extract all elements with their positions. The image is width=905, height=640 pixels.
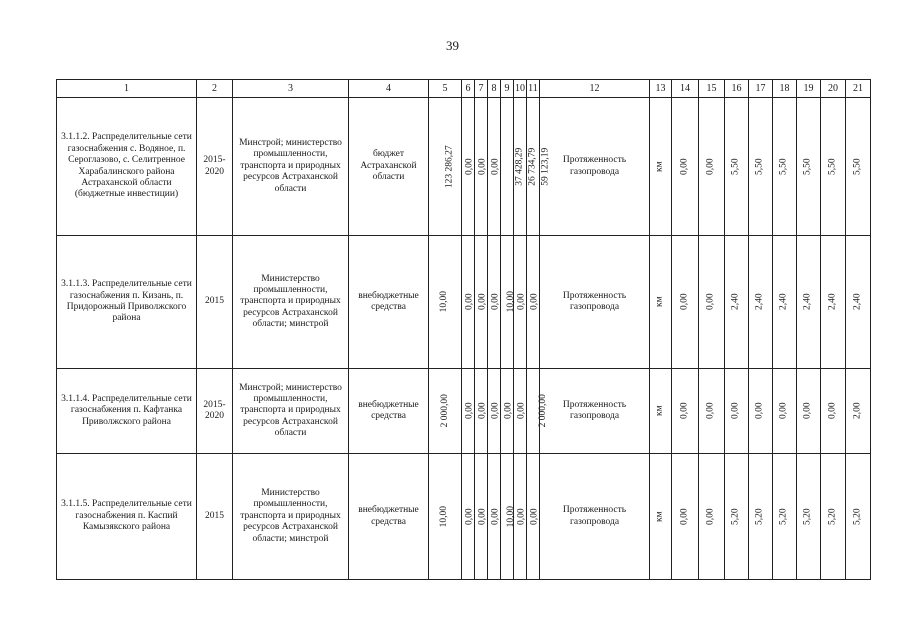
amount-cell bbox=[488, 236, 501, 369]
funding-source-cell: бюджет Астраханской области bbox=[349, 98, 429, 236]
table-row bbox=[57, 454, 871, 580]
indicator-value-cell bbox=[699, 454, 725, 580]
indicator-value-cell bbox=[773, 454, 797, 580]
indicator-value-cell-text: 0,00 bbox=[705, 293, 716, 311]
indicator-value-cell-text: 5,20 bbox=[802, 508, 813, 525]
indicator-value-cell bbox=[749, 454, 773, 580]
header-cell: 11 bbox=[527, 80, 540, 98]
amount-cell-text: 0,00 bbox=[503, 402, 514, 420]
table-row bbox=[57, 236, 871, 369]
amount-cell bbox=[501, 454, 514, 580]
amount-cell-text: 0,00 bbox=[464, 158, 475, 175]
indicator-value-cell bbox=[749, 236, 773, 369]
amount-cell-text: 0,00 bbox=[516, 402, 527, 420]
indicator-value-cell-text: 0,00 bbox=[705, 402, 716, 420]
indicator-cell: Протяженность газопровода bbox=[540, 454, 650, 580]
measure-name-cell: 3.1.1.2. Распределительные сети газоснабжения с. Водяное, п. Сероглазово, с. Селитренное Харабалинского района Астраханской области (бюджетные инвестиции) bbox=[57, 98, 197, 236]
indicator-value-cell-text: 5,20 bbox=[827, 508, 838, 525]
indicator-value-cell-text: 5,50 bbox=[852, 158, 863, 175]
indicator-value-cell bbox=[699, 369, 725, 454]
indicator-value-cell-text: 0,00 bbox=[705, 158, 716, 175]
amount-cell bbox=[488, 454, 501, 580]
funding-source-cell: внебюджетные средства bbox=[349, 454, 429, 580]
indicator-value-cell-text: 2,40 bbox=[802, 293, 813, 311]
indicator-value-cell bbox=[846, 454, 871, 580]
indicator-value-cell-text: 2,40 bbox=[754, 293, 765, 311]
amount-cell-text: 10,00 bbox=[505, 291, 516, 313]
unit-cell-text: км bbox=[654, 161, 665, 172]
indicator-value-cell-text: 0,00 bbox=[802, 402, 813, 420]
amount-cell-text: 10,00 bbox=[505, 505, 516, 528]
indicator-value-cell bbox=[797, 236, 821, 369]
measure-name-cell: 3.1.1.5. Распределительные сети газоснабжения п. Каспий Камызякского района bbox=[57, 454, 197, 580]
unit-cell bbox=[650, 454, 672, 580]
amount-cell-text: 2 000,00 bbox=[439, 394, 450, 428]
header-cell: 15 bbox=[699, 80, 725, 98]
amount-cell-text: 0,00 bbox=[490, 402, 501, 420]
indicator-value-cell bbox=[672, 369, 699, 454]
amount-cell-text: 0,00 bbox=[516, 293, 527, 311]
amount-cell bbox=[429, 236, 462, 369]
indicator-value-cell-text: 0,00 bbox=[754, 402, 765, 420]
amount-cell bbox=[527, 454, 540, 580]
indicator-value-cell bbox=[725, 98, 749, 236]
header-cell: 18 bbox=[773, 80, 797, 98]
indicator-value-cell-text: 5,20 bbox=[852, 508, 863, 525]
amount-cell bbox=[501, 98, 525, 236]
header-cell: 10 bbox=[514, 80, 527, 98]
amount-cell bbox=[475, 369, 488, 454]
indicator-value-cell-text: 2,40 bbox=[852, 293, 863, 311]
indicator-value-cell bbox=[797, 454, 821, 580]
amount-cell-text: 26 734,79 bbox=[527, 147, 538, 186]
amount-cell-text: 0,00 bbox=[477, 293, 488, 311]
unit-cell-text: км bbox=[654, 296, 665, 308]
indicator-value-cell-text: 5,50 bbox=[754, 158, 765, 175]
amount-cell bbox=[501, 236, 514, 369]
amount-cell bbox=[527, 236, 540, 369]
indicator-value-cell-text: 2,40 bbox=[827, 293, 838, 311]
amount-cell-text: 59 123,19 bbox=[540, 147, 551, 186]
executor-cell: Министерство промышленности, транспорта и природных ресурсов Астраханской области; минстрой bbox=[233, 236, 349, 369]
executor-cell: Минстрой; министерство промышленности, транспорта и природных ресурсов Астраханской области bbox=[233, 369, 349, 454]
header-cell: 19 bbox=[797, 80, 821, 98]
indicator-value-cell bbox=[749, 98, 773, 236]
years-cell: 2015-2020 bbox=[197, 98, 233, 236]
indicator-value-cell bbox=[797, 98, 821, 236]
amount-cell bbox=[429, 98, 462, 236]
amount-cell bbox=[501, 369, 514, 454]
header-cell: 3 bbox=[233, 80, 349, 98]
indicator-value-cell bbox=[846, 98, 871, 236]
amount-cell-text: 123 286,27 bbox=[444, 145, 455, 188]
funding-source-cell: внебюджетные средства bbox=[349, 236, 429, 369]
header-cell: 16 bbox=[725, 80, 749, 98]
amount-cell-text: 0,00 bbox=[464, 293, 475, 311]
header-cell: 9 bbox=[501, 80, 514, 98]
measure-name-cell: 3.1.1.3. Распределительные сети газоснабжения п. Кизань, п. Придорожный Приволжского района bbox=[57, 236, 197, 369]
indicator-value-cell-text: 5,50 bbox=[778, 158, 789, 175]
amount-cell-text: 0,00 bbox=[529, 508, 540, 525]
indicator-value-cell bbox=[749, 369, 773, 454]
indicator-value-cell bbox=[846, 236, 871, 369]
indicator-value-cell bbox=[797, 369, 821, 454]
indicator-cell: Протяженность газопровода bbox=[540, 369, 650, 454]
header-cell: 5 bbox=[429, 80, 462, 98]
indicator-value-cell bbox=[773, 98, 797, 236]
indicator-value-cell bbox=[846, 369, 871, 454]
header-cell: 21 bbox=[846, 80, 871, 98]
amount-cell bbox=[475, 236, 488, 369]
indicator-value-cell-text: 5,50 bbox=[827, 158, 838, 175]
table-row bbox=[57, 369, 871, 454]
indicator-value-cell bbox=[773, 369, 797, 454]
measure-name-cell: 3.1.1.4. Распределительные сети газоснабжения п. Кафтанка Приволжского района bbox=[57, 369, 197, 454]
header-cell: 6 bbox=[462, 80, 475, 98]
indicator-value-cell bbox=[725, 369, 749, 454]
header-cell: 12 bbox=[540, 80, 650, 98]
amount-cell-text: 10,00 bbox=[439, 291, 450, 313]
amount-cell-text: 0,00 bbox=[490, 293, 501, 311]
indicator-value-cell bbox=[699, 236, 725, 369]
header-cell: 2 bbox=[197, 80, 233, 98]
amount-cell bbox=[475, 98, 488, 236]
amount-cell bbox=[514, 369, 527, 454]
indicator-value-cell bbox=[821, 454, 846, 580]
executor-cell: Министерство промышленности, транспорта и природных ресурсов Астраханской области; минстрой bbox=[233, 454, 349, 580]
amount-cell-text: 0,00 bbox=[477, 158, 488, 175]
indicator-value-cell-text: 0,00 bbox=[679, 508, 690, 525]
amount-cell bbox=[475, 454, 488, 580]
indicator-value-cell-text: 0,00 bbox=[679, 293, 690, 311]
indicator-value-cell bbox=[725, 454, 749, 580]
unit-cell bbox=[650, 98, 672, 236]
amount-cell bbox=[488, 98, 501, 236]
indicator-value-cell bbox=[821, 236, 846, 369]
indicator-value-cell-text: 0,00 bbox=[778, 402, 789, 420]
amount-cell-text: 0,00 bbox=[516, 508, 527, 525]
table-row bbox=[57, 98, 871, 236]
indicator-value-cell bbox=[672, 454, 699, 580]
indicator-cell: Протяженность газопровода bbox=[540, 98, 650, 236]
amount-cell bbox=[462, 236, 475, 369]
funding-source-cell: внебюджетные средства bbox=[349, 369, 429, 454]
indicator-value-cell bbox=[773, 236, 797, 369]
header-cell: 1 bbox=[57, 80, 197, 98]
executor-cell: Минстрой; министерство промышленности, транспорта и природных ресурсов Астраханской области bbox=[233, 98, 349, 236]
indicator-value-cell-text: 2,40 bbox=[778, 293, 789, 311]
indicator-value-cell bbox=[821, 369, 846, 454]
indicator-value-cell bbox=[821, 98, 846, 236]
header-row bbox=[57, 80, 871, 98]
indicator-value-cell bbox=[672, 98, 699, 236]
header-cell: 14 bbox=[672, 80, 699, 98]
amount-cell-text: 0,00 bbox=[477, 508, 488, 525]
page-number: 39 bbox=[446, 38, 459, 53]
indicator-value-cell-text: 2,00 bbox=[852, 402, 863, 420]
amount-cell-text: 0,00 bbox=[464, 508, 475, 525]
indicator-value-cell-text: 0,00 bbox=[730, 402, 741, 420]
indicator-value-cell-text: 0,00 bbox=[827, 402, 838, 420]
indicator-value-cell-text: 0,00 bbox=[679, 158, 690, 175]
amount-cell-text: 0,00 bbox=[490, 508, 501, 525]
header-cell: 4 bbox=[349, 80, 429, 98]
header-cell: 13 bbox=[650, 80, 672, 98]
unit-cell-text: км bbox=[654, 405, 665, 417]
amount-cell bbox=[462, 98, 475, 236]
amount-cell bbox=[488, 369, 501, 454]
years-cell: 2015 bbox=[197, 236, 233, 369]
unit-cell bbox=[650, 236, 672, 369]
indicator-value-cell-text: 5,50 bbox=[802, 158, 813, 175]
amount-cell bbox=[429, 454, 462, 580]
indicator-value-cell-text: 0,00 bbox=[679, 402, 690, 420]
indicator-value-cell-text: 5,20 bbox=[754, 508, 765, 525]
header-cell: 7 bbox=[475, 80, 488, 98]
indicator-value-cell-text: 5,20 bbox=[730, 508, 741, 525]
indicator-cell: Протяженность газопровода bbox=[540, 236, 650, 369]
indicator-value-cell bbox=[699, 98, 725, 236]
amount-cell bbox=[462, 369, 475, 454]
indicator-value-cell-text: 5,50 bbox=[730, 158, 741, 175]
amount-cell-text: 0,00 bbox=[477, 402, 488, 420]
amount-cell-text: 2 000,00 bbox=[537, 394, 548, 428]
indicator-value-cell-text: 0,00 bbox=[705, 508, 716, 525]
amount-cell-text: 0,00 bbox=[490, 158, 501, 175]
years-cell: 2015-2020 bbox=[197, 369, 233, 454]
amount-cell bbox=[462, 454, 475, 580]
amount-cell-text: 0,00 bbox=[464, 402, 475, 420]
header-cell: 17 bbox=[749, 80, 773, 98]
amount-cell-text: 0,00 bbox=[529, 293, 540, 311]
header-cell: 8 bbox=[488, 80, 501, 98]
indicator-value-cell-text: 2,40 bbox=[730, 293, 741, 311]
amount-cell bbox=[527, 369, 548, 454]
indicator-value-cell bbox=[725, 236, 749, 369]
unit-cell bbox=[650, 369, 672, 454]
unit-cell-text: км bbox=[654, 511, 665, 522]
amount-cell bbox=[429, 369, 462, 454]
years-cell: 2015 bbox=[197, 454, 233, 580]
indicator-value-cell bbox=[672, 236, 699, 369]
indicator-value-cell-text: 5,20 bbox=[778, 508, 789, 525]
header-cell: 20 bbox=[821, 80, 846, 98]
amount-cell-text: 10,00 bbox=[439, 505, 450, 528]
amount-cell-text: 37 428,29 bbox=[514, 147, 525, 186]
program-table bbox=[56, 79, 871, 580]
